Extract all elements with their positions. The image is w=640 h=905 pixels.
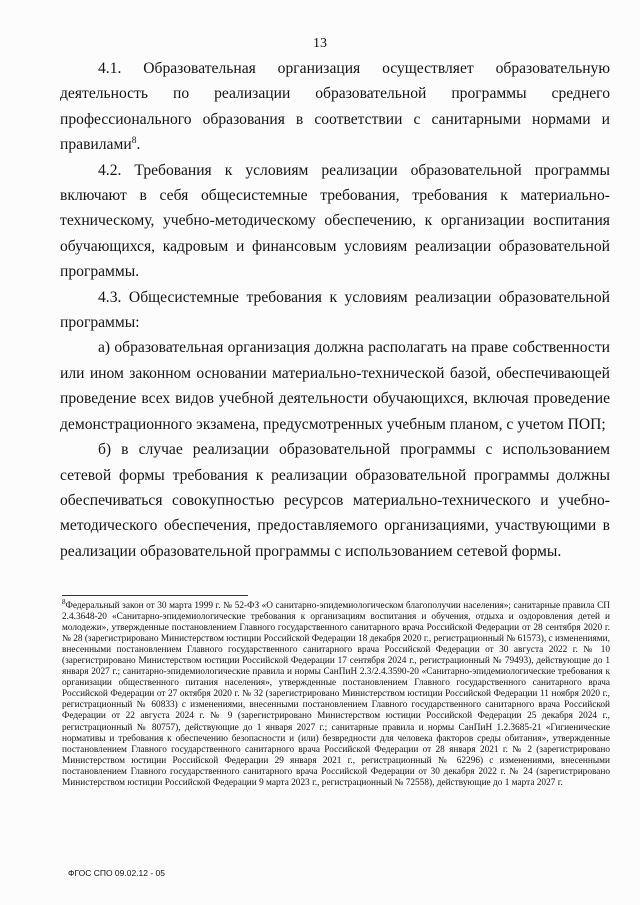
paragraph-a: а) образовательная организация должна располагать на праве собственности или ином законном основании материально-технической базой, обеспечивающей проведение всех видов учебной деятельности обучающихся, включая проведение демонстрационного экзамена, предусмотренных учебным планом, с учетом ПОП; <box>60 339 610 433</box>
paragraph-b: б) в случае реализации образовательной программы с использованием сетевой формы требования к реализации образовательной программы должны обеспечиваться совокупностью ресурсов материально-технического и учебно-методического обеспечения, предоставляемого организациями, участвующими в реализации образовательной программы с использованием сетевой формы. <box>60 441 610 560</box>
paragraph-4-3: 4.3. Общесистемные требования к условиям реализации образовательной программы: <box>60 288 610 332</box>
footnote-text: Федеральный закон от 30 марта 1999 г. № 52-ФЗ «О санитарно-эпидемиологическом благополучии населения»; санитарные правила СП 2.4.3648-20 «Санитарно-эпидемиологические требования к организациям воспитания и обучения, отдыха и оздоровления детей и молодежи», утвержденные постановлением Главного государственного санитарного врача Российской Федерации от 28 сентября 2020 г. № 28 (зарегистрировано Министерством юстиции Российской Федерации 18 декабря 2020 г., регистрационный № 61573), с изменениями, внесенными постановлением Главного государственного санитарного врача Российской Федерации от 30 августа 2022 г. № 10 (зарегистрировано Министерством юстиции Российской Федерации 17 сентября 2024 г., регистрационный № 79493), действующие до 1 января 2027 г.; санитарно-эпидемиологические правила и нормы СанПиН 2.3/2.4.3590-20 «Санитарно-эпидемиологические требования к организации общественного питания населения», утвержденные постановлением Главного государственного санитарного врача Российской Федерации от 27 октября 2020 г. № 32 (зарегистрировано Министерством юстиции Российской Федерации 11 ноября 2020 г., регистрационный № 60833) с изменениями, внесенными постановлением Главного государственного санитарного врача Российской Федерации от 22 августа 2024 г. № 9 (зарегистрировано Министерством юстиции Российской Федерации 25 декабря 2024 г., регистрационный № 80757), действующие до 1 января 2027 г.; санитарные правила и нормы СанПиН 1.2.3685-21 «Гигиенические нормативы и требования к обеспечению безопасности и (или) безвредности для человека факторов среды обитания», утвержденные постановлением Главного государственного санитарного врача Российской Федерации от 28 января 2021 г. № 2 (зарегистрировано Министерством юстиции Российской Федерации 29 января 2021 г., регистрационный № 62296) с изменениями, внесенными постановлением Главного государственного санитарного врача Российской Федерации от 30 декабря 2022 г. № 24 (зарегистрировано Министерством юстиции Российской Федерации 9 марта 2023 г., регистрационный № 72558), действующие до 1 марта 2027 г. <box>62 601 610 788</box>
document-code: ФГОС СПО 09.02.12 - 05 <box>68 868 166 878</box>
footnote-mark: 8 <box>62 597 66 606</box>
paragraph-4-1-end: . <box>136 136 141 154</box>
footnote-separator <box>62 595 248 596</box>
paragraph-4-1-text: 4.1. Образовательная организация осуществляет образовательную деятельность по реализации образовательной программы среднего профессионального образования в соответствии с санитарными нормами и правилами <box>60 60 610 154</box>
footnote-8 <box>62 597 610 789</box>
paragraph-4-1 <box>60 56 610 158</box>
paragraph-4-2: 4.2. Требования к условиям реализации образовательной программы включают в себя общесистемные требования, требования к материально-техническому, учебно-методическому обеспечению, к организации воспитания обучающихся, кадровым и финансовым условиям реализации образовательной программы. <box>60 161 610 281</box>
page-number: 13 <box>313 36 327 51</box>
footnote-reference[interactable]: 8 <box>131 136 137 147</box>
main-text <box>60 56 610 564</box>
